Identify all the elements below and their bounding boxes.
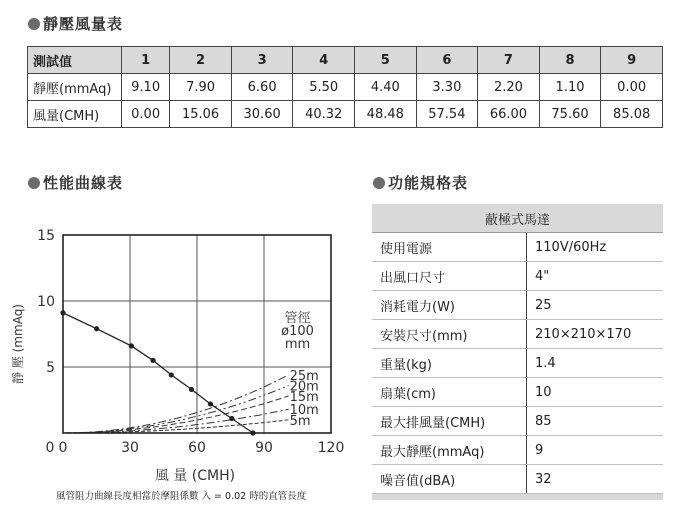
header-cell: 7 bbox=[478, 47, 540, 74]
table-cell: 5.50 bbox=[293, 74, 355, 101]
data-point bbox=[94, 326, 99, 331]
spec-key: 重量(kg) bbox=[372, 349, 527, 378]
duct-curve-label: 5m bbox=[289, 413, 311, 429]
duct-label: mm bbox=[284, 337, 311, 353]
row-label: 風量(CMH) bbox=[28, 101, 122, 128]
spec-value: 25 bbox=[527, 291, 664, 320]
x-tick-label: 0 bbox=[45, 440, 55, 456]
spec-value: 4" bbox=[527, 262, 664, 291]
table-cell: 9.10 bbox=[122, 74, 170, 101]
table-cell: 2.20 bbox=[478, 74, 540, 101]
performance-curve-line bbox=[63, 313, 253, 433]
x-tick-label: 0 bbox=[58, 440, 68, 456]
spec-header: 蔽極式馬達 bbox=[372, 204, 663, 233]
header-cell: 3 bbox=[231, 47, 293, 74]
table-cell: 30.60 bbox=[231, 101, 293, 128]
y-tick-label: 5 bbox=[46, 360, 55, 376]
duct-curve-label: 20m bbox=[289, 379, 319, 395]
x-axis-label: 風 量 (CMH) bbox=[154, 468, 236, 484]
data-point bbox=[229, 416, 234, 421]
spec-row bbox=[372, 378, 663, 407]
spec-row bbox=[372, 436, 663, 465]
table-cell: 3.30 bbox=[416, 74, 478, 101]
spec-key: 噪音值(dBA) bbox=[372, 465, 527, 494]
spec-value: 1.4 bbox=[527, 349, 664, 378]
spec-footer-bar bbox=[372, 494, 663, 501]
header-cell: 2 bbox=[170, 47, 232, 74]
header-cell: 6 bbox=[416, 47, 478, 74]
table-cell: 66.00 bbox=[478, 101, 540, 128]
spec-key: 安裝尺寸(mm) bbox=[372, 320, 527, 349]
duct-label: ø100 bbox=[281, 324, 314, 340]
y-tick-label: 15 bbox=[37, 228, 55, 244]
static-pressure-table bbox=[27, 46, 663, 128]
chart-series bbox=[60, 310, 255, 435]
spec-section-title: 功能規格表 bbox=[373, 172, 468, 193]
spec-key: 最大靜壓(mmAq) bbox=[372, 436, 527, 465]
bullet-icon bbox=[28, 18, 40, 30]
spec-row bbox=[372, 465, 663, 494]
table-cell: 0.00 bbox=[122, 101, 170, 128]
chart-footnote: 風管阻力曲線長度相當於摩阻係數 入 = 0.02 時的直管長度 bbox=[56, 491, 307, 502]
x-tick-label: 120 bbox=[317, 440, 345, 456]
spec-table bbox=[372, 204, 663, 500]
table-cell: 75.60 bbox=[539, 101, 601, 128]
spec-row bbox=[372, 320, 663, 349]
spec-key: 消耗電力(W) bbox=[372, 291, 527, 320]
duct-curve bbox=[63, 409, 289, 433]
header-cell: 1 bbox=[122, 47, 170, 74]
duct-curve bbox=[63, 386, 289, 434]
data-point bbox=[129, 343, 134, 348]
duct-curve bbox=[63, 420, 289, 433]
spec-row bbox=[372, 233, 663, 262]
spec-key: 最大排風量(CMH) bbox=[372, 407, 527, 436]
spec-value: 10 bbox=[527, 378, 664, 407]
table-header-row bbox=[28, 47, 663, 74]
table-cell: 6.60 bbox=[231, 74, 293, 101]
duct-curve-label: 15m bbox=[289, 390, 319, 406]
table-cell: 57.54 bbox=[416, 101, 478, 128]
duct-label: 管徑 bbox=[284, 311, 311, 327]
x-tick-label: 30 bbox=[121, 440, 139, 456]
duct-curve-label: 10m bbox=[289, 403, 319, 419]
bullet-icon bbox=[373, 177, 385, 189]
data-point bbox=[169, 372, 174, 377]
spec-key: 出風口尺寸 bbox=[372, 262, 527, 291]
data-point bbox=[208, 401, 213, 406]
spec-value: 210×210×170 bbox=[527, 320, 664, 349]
table-cell: 0.00 bbox=[601, 74, 663, 101]
data-point bbox=[189, 387, 194, 392]
spec-key: 扇葉(cm) bbox=[372, 378, 527, 407]
duct-curve-label: 25m bbox=[289, 368, 319, 384]
table-cell: 85.08 bbox=[601, 101, 663, 128]
y-tick-label: 10 bbox=[37, 294, 55, 310]
spec-value: 110V/60Hz bbox=[527, 233, 664, 262]
header-cell: 8 bbox=[539, 47, 601, 74]
x-tick-label: 60 bbox=[188, 440, 206, 456]
header-cell: 4 bbox=[293, 47, 355, 74]
header-cell: 9 bbox=[601, 47, 663, 74]
spec-value: 32 bbox=[527, 465, 664, 494]
table-cell: 1.10 bbox=[539, 74, 601, 101]
chart-axes bbox=[10, 228, 344, 484]
duct-curves bbox=[63, 311, 319, 433]
data-point bbox=[150, 358, 155, 363]
y-axis-label: 靜 壓 (mmAq) bbox=[11, 304, 25, 384]
spec-row bbox=[372, 291, 663, 320]
spec-value: 9 bbox=[527, 436, 664, 465]
spec-key: 使用電源 bbox=[372, 233, 527, 262]
x-tick-label: 90 bbox=[255, 440, 273, 456]
table-cell: 48.48 bbox=[355, 101, 417, 128]
bullet-icon bbox=[28, 177, 40, 189]
pressure-section-title: 靜壓風量表 bbox=[28, 13, 123, 34]
table-cell: 40.32 bbox=[293, 101, 355, 128]
row-label: 靜壓(mmAq) bbox=[28, 74, 122, 101]
curve-section-title: 性能曲線表 bbox=[28, 172, 123, 193]
header-cell: 5 bbox=[355, 47, 417, 74]
table-row bbox=[28, 101, 663, 128]
table-cell: 15.06 bbox=[170, 101, 232, 128]
table-cell: 7.90 bbox=[170, 74, 232, 101]
spec-row bbox=[372, 262, 663, 291]
spec-header-row bbox=[372, 204, 663, 233]
table-cell: 4.40 bbox=[355, 74, 417, 101]
performance-curve-chart bbox=[0, 222, 370, 502]
spec-value: 85 bbox=[527, 407, 664, 436]
spec-row bbox=[372, 407, 663, 436]
table-row bbox=[28, 74, 663, 101]
spec-row bbox=[372, 349, 663, 378]
header-cell: 測試值 bbox=[28, 47, 122, 74]
